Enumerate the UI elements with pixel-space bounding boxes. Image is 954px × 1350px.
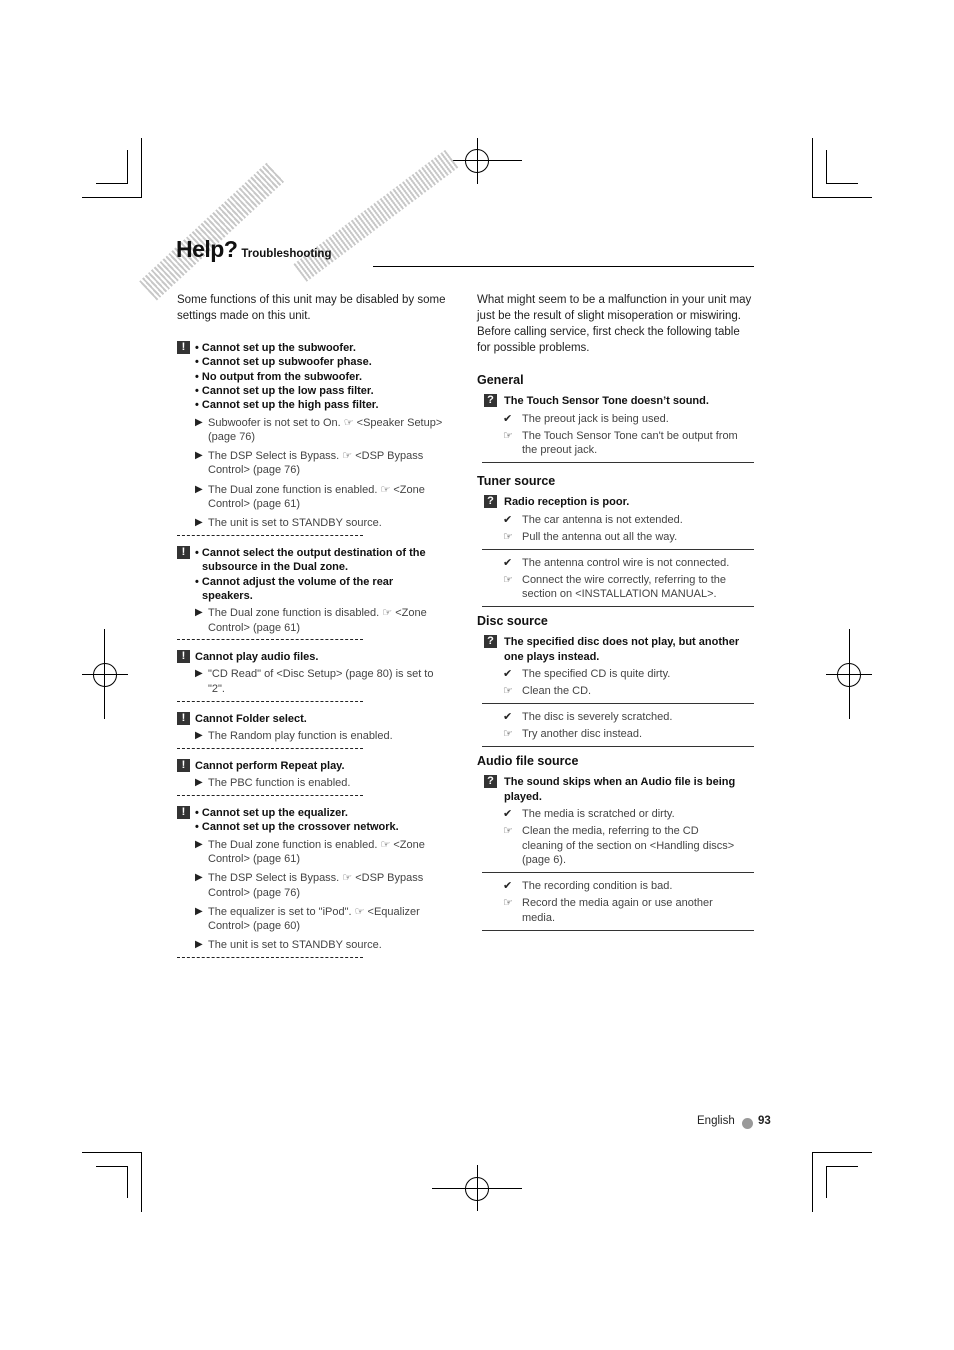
group-divider [482,746,754,747]
remedy-text: The Touch Sensor Tone can't be output from [522,429,738,442]
question-text: The Touch Sensor Tone doesn’t sound. [504,395,709,407]
section-title: Disc source [477,614,548,628]
triangle-bullet-icon: ▶ [195,668,203,680]
cause-text: The unit is set to STANDBY source. [208,939,382,952]
question-icon: ? [484,775,497,788]
left-intro: Some functions of this unit may be disabled by some settings made on this unit. [177,294,446,322]
dashed-divider [177,795,363,796]
check-icon: ✔ [503,556,513,569]
cause-text: The DSP Select is Bypass. ☞ <DSP Bypass [208,872,424,885]
remedy-text: the preout jack. [522,444,598,456]
check-icon: ✔ [503,880,513,892]
cause-text: The Dual zone function is enabled. ☞ <Zone [208,483,425,496]
exclamation-icon: ! [177,341,190,354]
check-icon: ✔ [503,711,513,723]
remedy-text: Connect the wire correctly, referring to the [522,573,726,586]
question-icon: ? [484,635,497,648]
remedy-text: Clean the media, referring to the CD [522,825,699,837]
crop-mark [812,197,872,198]
question-text: The specified disc does not play, but another [504,636,740,648]
triangle-bullet-icon: ▶ [195,483,203,495]
cause-text: The DSP Select is Bypass. ☞ <DSP Bypass [208,450,424,463]
cause-text: The equalizer is set to "iPod". ☞ <Equalizer [208,905,420,918]
pointer-hand-icon: ☞ [503,897,513,909]
pointer-hand-icon: ☞ [503,728,513,740]
crop-mark [96,183,128,184]
triangle-bullet-icon: ▶ [195,939,203,951]
exclamation-icon: ! [177,650,190,663]
cause-text: The media is scratched or dirty. [522,808,675,820]
question-icon: ? [484,394,497,407]
exclamation-icon: ! [177,806,190,819]
problem-text: • No output from the subwoofer. [195,370,363,383]
cause-text: The car antenna is not extended. [522,513,683,526]
triangle-bullet-icon: ▶ [195,777,203,789]
dashed-divider [177,535,363,536]
question-icon: ? [484,495,497,508]
crop-mark [96,1166,128,1167]
cause-text: The recording condition is bad. [522,880,673,892]
question-text: The sound skips when an Audio file is being [504,776,736,788]
crop-mark [141,138,142,198]
crop-mark [826,1166,827,1198]
exclamation-icon: ! [177,712,190,725]
right-intro: What might seem to be a malfunction in your unit may just be the result of slight misoperation or miswiring. Before calling service, first check the following table for possible problems. [477,294,752,354]
cause-text: Control> (page 60) [208,920,301,933]
group-divider [482,549,754,550]
problem-text: Cannot play audio files. [195,651,319,663]
pointer-hand-icon: ☞ [503,685,513,697]
dashed-divider [177,748,363,749]
cause-text: Control> (page 61) [208,852,301,865]
cause-text: The preout jack is being used. [522,412,669,425]
triangle-bullet-icon: ▶ [195,838,203,850]
remedy-text: media. [522,911,556,924]
registration-mark [93,663,117,687]
crop-mark [812,1152,813,1212]
remedy-text: (page 6). [522,854,567,866]
crop-mark [82,674,128,675]
question-text: played. [504,790,542,803]
page-title [176,236,331,263]
exclamation-icon: ! [177,759,190,772]
cause-text: "CD Read" of <Disc Setup> (page 80) is set to [208,668,434,681]
cause-text: The Dual zone function is enabled. ☞ <Zone [208,838,425,851]
problem-text: • Cannot select the output destination of the [195,547,426,559]
cause-text: Control> (page 61) [208,498,301,510]
crop-mark [812,1152,872,1153]
dashed-divider [177,957,363,958]
problem-text: Cannot perform Repeat play. [195,760,345,772]
cause-text: The specified CD is quite dirty. [522,668,671,680]
crop-mark [477,1165,478,1211]
section-title: General [477,373,524,387]
check-icon: ✔ [503,412,513,425]
section-title: Audio file source [477,754,579,768]
footer-language: English [697,1115,735,1127]
problem-text: speakers. [202,589,253,602]
exclamation-icon: ! [177,546,190,559]
problem-text: Cannot Folder select. [195,713,307,725]
group-divider [482,703,754,704]
problem-text: • Cannot set up the high pass filter. [195,399,379,412]
crop-mark [82,1152,142,1153]
problem-text: subsource in the Dual zone. [202,561,349,574]
pointer-hand-icon: ☞ [503,825,513,837]
page-number: 93 [758,1115,771,1127]
triangle-bullet-icon: ▶ [195,416,203,428]
cause-text: Control> (page 61) [208,621,301,634]
dashed-divider [177,701,363,702]
question-text: Radio reception is poor. [504,496,630,508]
crop-mark [812,138,813,198]
triangle-bullet-icon: ▶ [195,450,203,462]
crop-mark [104,629,105,719]
problem-text: • Cannot set up the equalizer. [195,807,348,819]
triangle-bullet-icon: ▶ [195,872,203,884]
crop-mark [849,629,850,719]
cause-text: The antenna control wire is not connected. [522,556,730,569]
remedy-text: Pull the antenna out all the way. [522,530,678,543]
crop-mark [477,138,478,184]
problem-text: • Cannot set up the crossover network. [195,821,399,834]
crop-mark [826,183,858,184]
check-icon: ✔ [503,808,513,820]
remedy-text: section on <INSTALLATION MANUAL>. [522,588,717,600]
check-icon: ✔ [503,668,513,680]
remedy-text: Record the media again or use another [522,897,713,909]
section-title: Tuner source [477,474,556,488]
header-rule [373,266,754,267]
cause-text: Control> (page 76) [208,464,301,477]
problem-text: • Cannot adjust the volume of the rear [195,575,394,588]
crop-mark [82,197,142,198]
crop-mark [127,1166,128,1198]
remedy-text: Clean the CD. [522,685,592,697]
header-stripe-decoration [139,162,285,300]
problem-text: • Cannot set up the low pass filter. [195,384,374,397]
triangle-bullet-icon: ▶ [195,607,203,619]
cause-text: "2". [208,682,225,695]
title-text: Help? [176,236,238,262]
cause-text: The Random play function is enabled. [208,730,393,743]
crop-mark [127,150,128,184]
triangle-bullet-icon: ▶ [195,517,203,529]
problem-text: • Cannot set up subwoofer phase. [195,356,372,369]
cause-text: The PBC function is enabled. [208,777,351,790]
cause-text: Control> (page 76) [208,886,301,899]
check-icon: ✔ [503,513,513,526]
remedy-text: cleaning of the section on <Handling discs> [522,839,735,852]
pointer-hand-icon: ☞ [503,573,513,586]
problem-text: • Cannot set up the subwoofer. [195,342,356,354]
group-divider [482,930,754,931]
pointer-hand-icon: ☞ [503,530,513,543]
dashed-divider [177,639,363,640]
group-divider [482,872,754,873]
cause-text: (page 76) [208,430,256,443]
pointer-hand-icon: ☞ [503,429,513,442]
footer-dot-icon [742,1118,753,1129]
question-text: one plays instead. [504,650,600,663]
cause-text: Subwoofer is not set to On. ☞ <Speaker Setup> [208,416,443,429]
cause-text: The Dual zone function is disabled. ☞ <Zone [208,607,427,620]
crop-mark [826,150,827,184]
page-subtitle: Troubleshooting [241,248,332,260]
cause-text: The disc is severely scratched. [522,711,673,723]
triangle-bullet-icon: ▶ [195,905,203,917]
group-divider [482,606,754,607]
cause-text: The unit is set to STANDBY source. [208,517,382,530]
group-divider [482,462,754,463]
triangle-bullet-icon: ▶ [195,730,203,742]
crop-mark [826,1166,858,1167]
crop-mark [141,1152,142,1212]
remedy-text: Try another disc instead. [522,728,643,740]
